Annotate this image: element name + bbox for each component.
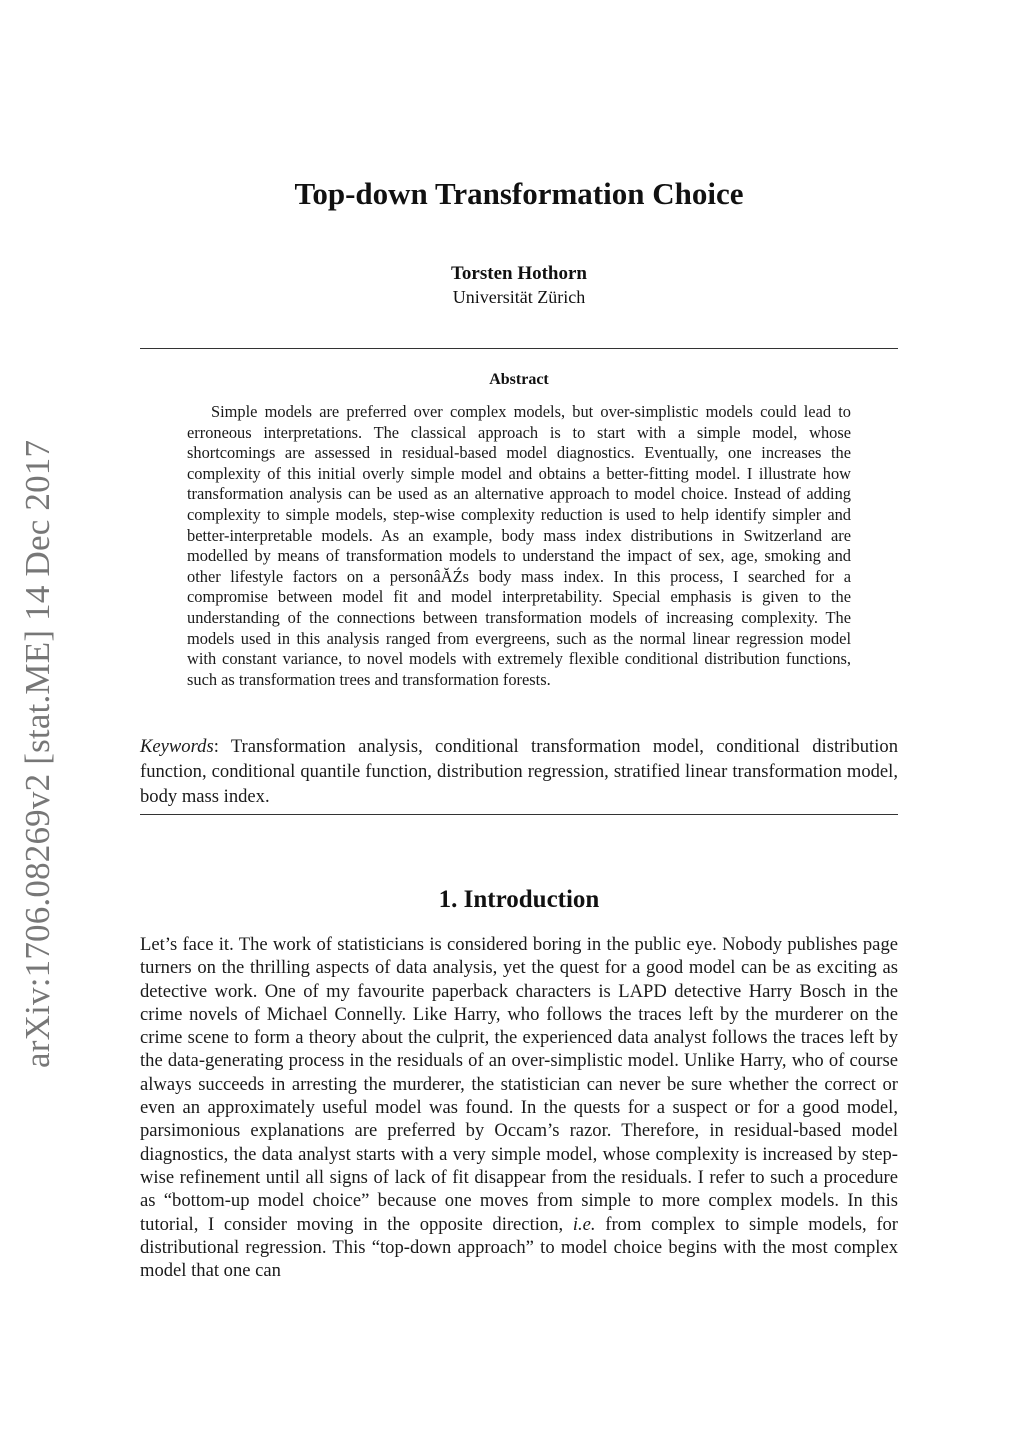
keywords-paragraph: Keywords: Transformation analysis, conditional transformation model, conditional distribution function, conditional quantile function, distribution regression, stratified linear transformation model, body mass index. — [140, 736, 898, 807]
author-name: Torsten Hothorn — [450, 263, 587, 284]
paper-title: Top-down Transformation Choice — [294, 176, 744, 211]
abstract-bottom-rule — [140, 814, 898, 815]
introduction-text-part2: from complex to simple models, for distributional regression. This “top-down approach” to model choice begins with the most complex model that one can — [140, 1213, 898, 1282]
keywords-text: Transformation analysis, conditional transformation model, conditional distribution function, conditional quantile function, distribution regression, stratified linear transformation model, body mass index. — [140, 736, 898, 807]
abstract-text: Simple models are preferred over complex models, but over-simplistic models could lead to erroneous interpretations. The classical approach is to start with a simple model, whose shortcomings are assessed in residual-based model diagnostics. Eventually, one increases the complexity of this initial overly simple model and obtains a better-fitting model. I illustrate how transformation analysis can be used as an alternative approach to model choice. Instead of adding complexity to simple models, step-wise complexity reduction is used to help identify simpler and better-interpretable models. As an example, body mass index distributions in Switzerland are modelled by means of transformation models to understand the impact of sex, age, smoking and other lifestyle factors on a personâĂŹs body mass index. In this process, I searched for a compromise between model fit and model interpretability. Special emphasis is given to the understanding of the connections between transformation models of increasing complexity. The models used in this analysis ranged from evergreens, such as the normal linear regression model with constant variance, to novel models with extremely flexible conditional distribution functions, such as transformation trees and transformation forests. — [187, 402, 851, 689]
introduction-paragraph — [140, 933, 898, 1282]
introduction-text-part1: Let’s face it. The work of statisticians is considered boring in the public eye. Nobody publishes page turners on the thrilling aspects of data analysis, yet the quest for a good model can be as exciting as detective work. One of my favourite paperback characters is LAPD detective Harry Bosch in the crime novels of Michael Connelly. Like Harry, who follows the traces left by the murderer on the crime scene to form a theory about the culprit, the experienced data analyst follows the traces left by the data-generating process in the residuals of an over-simplistic model. Unlike Harry, who of course always succeeds in arresting the murderer, the statistician can never be sure whether the correct or even an approximately useful model was found. In the quests for a suspect or for a good model, parsimonious explanations are preferred by Occam’s razor. Therefore, in residual-based model diagnostics, the data analyst starts with a very simple model, whose complexity is increased by step-wise refinement until all signs of lack of fit disappear from the residuals. I refer to such a procedure as “bottom-up model choice” because one moves from simple to more complex models. In this tutorial, I consider moving in the opposite direction, — [140, 934, 898, 1235]
keywords-label: Keywords — [140, 736, 214, 757]
section-heading-introduction: 1. Introduction — [438, 886, 600, 913]
abstract-heading: Abstract — [489, 371, 549, 388]
abstract-top-rule — [140, 348, 898, 349]
author-affiliation: Universität Zürich — [452, 287, 586, 307]
introduction-ie: i.e. — [572, 1213, 596, 1235]
arxiv-stamp: arXiv:1706.08269v2 [stat.ME] 14 Dec 2017 — [18, 439, 57, 1068]
